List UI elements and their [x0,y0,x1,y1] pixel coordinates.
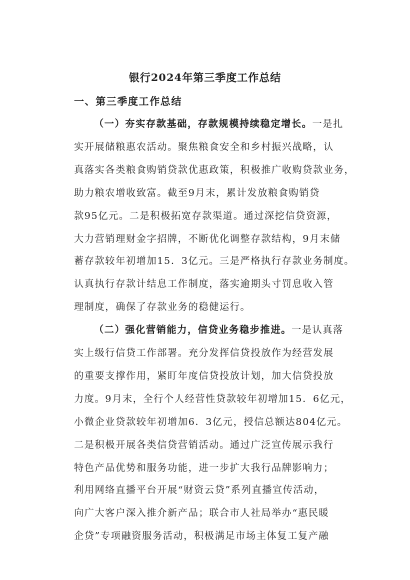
line-text: 小微企业贷款较年初增加6．3亿元，授信总额达804亿元。 [74,416,348,428]
line-text: 大力营销理财金字招牌，不断优化调整存款结构，9月末储 [74,233,341,245]
line-text: 真落实各类粮食购销贷款优惠政策，积极推广收购贷款业务， [74,164,355,176]
body-line [74,255,355,269]
line-text: 实上级行信贷工作部署。充分发挥信贷投放作为经营发展 [74,348,334,359]
body-line [74,301,251,315]
body-line [74,347,334,361]
body-line [74,164,355,178]
body-line [74,393,351,407]
body-line [74,233,341,247]
body-line [74,462,334,476]
line-text: 认真执行存款计结息工作制度，落实逾期头寸罚息收入管 [74,279,334,291]
line-text: 力度。9月末，全行个人经营性贷款较年初增加15．6亿元， [74,393,352,405]
line-text: 蓄存款较年初增加15．3亿元。三是严格执行存款业务制度。 [74,256,355,268]
body-line [74,530,329,544]
body-line [74,141,334,155]
line-text: 二是积极开展各类信贷营销活动。通过广泛宣传展示我行 [74,439,334,451]
body-line [94,118,343,132]
line-text: 款95亿元。二是积极拓宽存款渠道。通过深挖信贷资源， [74,210,338,222]
document-title: 银行2024年第三季度工作总结 [128,72,282,84]
line-text: 理制度，确保了存款业务的稳健运行。 [74,302,251,314]
body-line [94,324,343,338]
line-text: 向广大客户深入推介新产品；联合市人社局举办“惠民暖 [74,508,330,520]
line-text: 助力粮农增收致富。截至9月末，累计发放粮食购销贷 [74,187,320,199]
body-line [74,187,320,201]
line-text: 实开展储粮惠农活动。聚焦粮食安全和乡村振兴战略，认 [74,141,334,153]
body-line [74,416,348,430]
line-text: 一是认真落 [291,325,344,337]
body-line [74,210,337,224]
paragraph-lead: （二）强化营销能力，信贷业务稳步推进。 [94,325,292,337]
body-line [74,484,324,498]
body-line [74,278,334,292]
line-text: 企贷”专项融资服务活动，积极满足市场主体复工复产融 [74,531,330,543]
line-text: 一是扎 [312,119,344,130]
section-heading: 一、第三季度工作总结 [74,97,182,108]
body-line [74,507,329,521]
line-text: 的重要支撑作用，紧盯年度信贷投放计划，加大信贷投放 [74,370,334,382]
body-line [74,439,334,453]
paragraph-lead: （一）夯实存款基础，存款规模持续稳定增长。 [94,119,313,130]
line-text: 特色产品优势和服务功能，进一步扩大我行品牌影响力； [74,462,334,474]
line-text: 利用网络直播平台开展“财资云贷”系列直播宣传活动， [74,485,325,497]
body-line [74,370,334,384]
